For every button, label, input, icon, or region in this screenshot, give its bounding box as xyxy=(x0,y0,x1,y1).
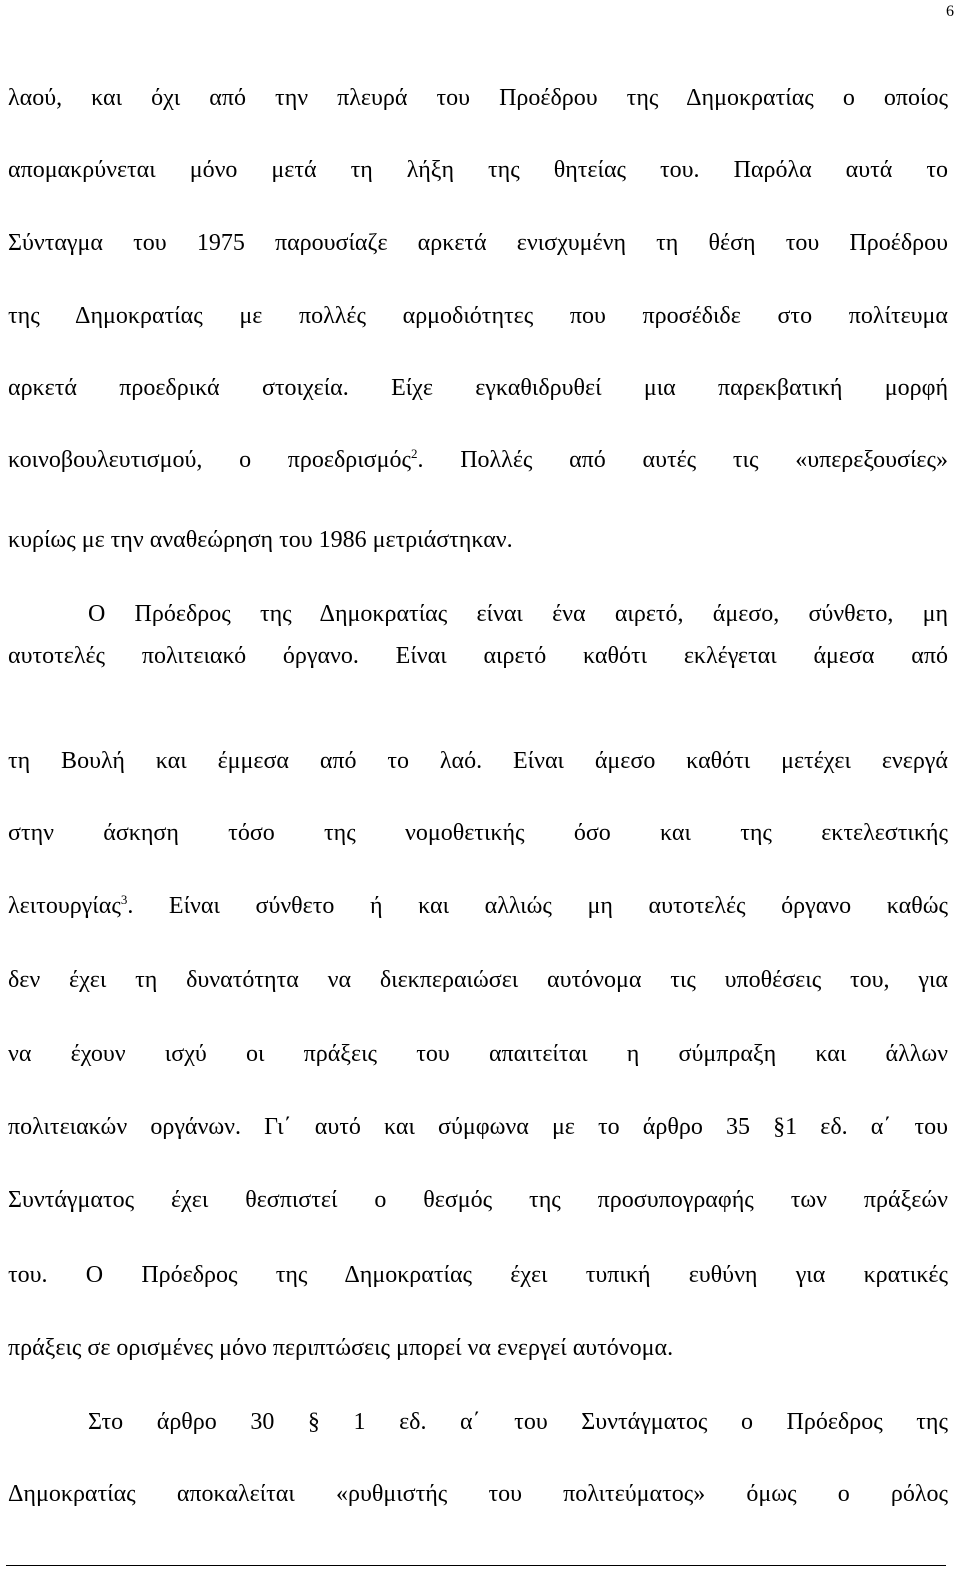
body-text-line: απομακρύνεται μόνο μετά τη λήξη της θητείας του. Παρόλα αυτά το xyxy=(8,157,948,183)
body-text-line: τη Βουλή και έμμεσα από το λαό. Είναι άμεσο καθότι μετέχει ενεργά xyxy=(8,748,948,774)
body-text-line: λαού, και όχι από την πλευρά του Προέδρου της Δημοκρατίας ο οποίος xyxy=(8,85,948,111)
body-text-line: να έχουν ισχύ οι πράξεις του απαιτείται η σύμπραξη και άλλων xyxy=(8,1041,948,1067)
body-text-line: πολιτειακών οργάνων. Γι΄ αυτό και σύμφωνα με το άρθρο 35 §1 εδ. α΄ του xyxy=(8,1114,948,1140)
body-text-line: αρκετά προεδρικά στοιχεία. Είχε εγκαθιδρυθεί μια παρεκβατική μορφή xyxy=(8,375,948,401)
footnote-ref[interactable]: 2 xyxy=(411,446,418,461)
body-text-line: Ο Πρόεδρος της Δημοκρατίας είναι ένα αιρετό, άμεσο, σύνθετο, μη xyxy=(88,601,948,627)
body-text-line: Δημοκρατίας αποκαλείται «ρυθμιστής του πολιτεύματος» όμως ο ρόλος xyxy=(8,1481,948,1507)
body-text-line: στην άσκηση τόσο της νομοθετικής όσο και της εκτελεστικής xyxy=(8,820,948,846)
body-text-line: δεν έχει τη δυνατότητα να διεκπεραιώσει αυτόνομα τις υποθέσεις του, για xyxy=(8,967,948,993)
footnote-separator xyxy=(6,1565,946,1566)
body-text-line: κυρίως με την αναθεώρηση του 1986 μετριάστηκαν. xyxy=(8,527,513,553)
page-number: 6 xyxy=(946,3,954,20)
line-text: λειτουργίας xyxy=(8,893,121,919)
body-text-line: του. Ο Πρόεδρος της Δημοκρατίας έχει τυπική ευθύνη για κρατικές xyxy=(8,1262,948,1288)
body-text-line: πράξεις σε ορισμένες μόνο περιπτώσεις μπορεί να ενεργεί αυτόνομα. xyxy=(8,1335,674,1361)
body-text-line: Συντάγματος έχει θεσπιστεί ο θεσμός της προσυπογραφής των πράξεών xyxy=(8,1187,948,1213)
body-text-line: Σύνταγμα του 1975 παρουσίαζε αρκετά ενισχυμένη τη θέση του Προέδρου xyxy=(8,230,948,256)
body-text-line: της Δημοκρατίας με πολλές αρμοδιότητες που προσέδιδε στο πολίτευμα xyxy=(8,303,948,329)
body-text-line xyxy=(8,888,948,924)
line-text: . Είναι σύνθετο ή και αλλιώς μη αυτοτελές όργανο καθώς xyxy=(127,893,948,919)
footnote-ref[interactable]: 3 xyxy=(120,892,128,907)
body-text-line: αυτοτελές πολιτειακό όργανο. Είναι αιρετό καθότι εκλέγεται άμεσα από xyxy=(8,643,948,669)
body-text-line xyxy=(8,442,948,478)
line-text: . Πολλές από αυτές τις «υπερεξουσίες» xyxy=(417,447,949,473)
line-text: κοινοβουλευτισμού, ο προεδρισμός xyxy=(8,447,411,473)
body-text-line: Στο άρθρο 30 § 1 εδ. α΄ του Συντάγματος ο Πρόεδρος της xyxy=(88,1409,948,1435)
